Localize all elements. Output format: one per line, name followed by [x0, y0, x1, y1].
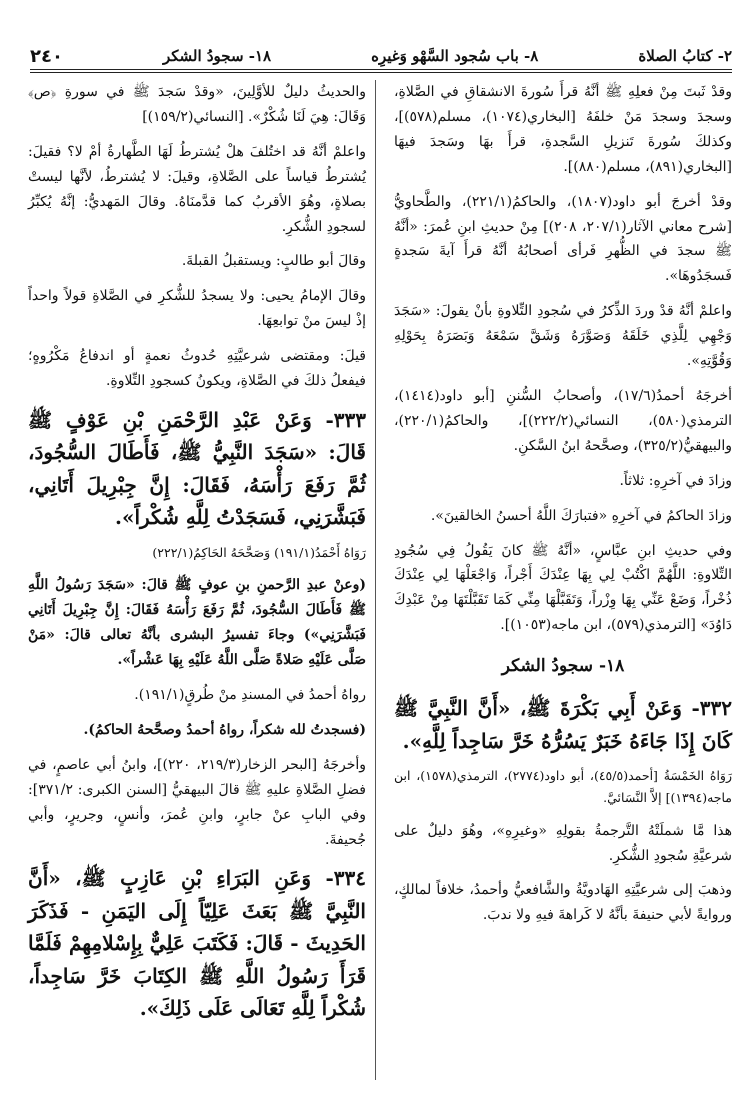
- paragraph: وزادَ الحاكمُ في آخرِهِ «فتبارَكَ اللَّهُ أحسنُ الخالقينَ».: [430, 507, 732, 524]
- paragraph: واعلمْ أنَّهُ قدْ وردَ الذِّكرُ في سُجودِ التِّلاوةِ بأنْ يقولَ: «سَجَدَ وَجْهِي لِلَّذِي خَلَقَهُ وَصَوَّرَهُ وَشَقَّ سَمْعَهُ وَبَصَرَهُ بِحَوْلِهِ وَقُوَّتِهِ».: [394, 303, 732, 370]
- paragraph: واعلمْ أنَّهُ قد اختُلفَ هلْ يُشترطُ لَهَا الطَّهارةُ أمْ لا؟ فقيلَ: يُشترطُ قياساً على الصَّلاةِ، وقيلَ: لا يُشترطُ، لأنَّها ليستْ بصلاةٍ، وهُوَ الأقربُ كما قدَّمنَاهُ. وقالَ المَهديُّ: إنَّهُ يُكبِّرُ لسجودِ الشُّكرِ.: [28, 143, 366, 235]
- header-rule: [30, 69, 732, 70]
- paragraph: وفي حديثِ ابنِ عبَّاسٍ، «أنَّهُ ﷺ كانَ يَقُولُ فِي سُجُودِ التِّلاوةِ: اللَّهُمَّ اكْتُبْ لِي بِهَا عِنْدَكَ أَجْراً، وَاجْعَلْهَا لِي عِنْدَكَ ذُخْراً، وَضَعْ عَنِّي بِهَا وِزْراً، وَتَقَبَّلْهَا مِنِّي كَمَا تَقَبَّلْتَهَا مِنْ عَبْدِكَ دَاوُدَ» [الترمذي(٥٧٩)، ابن ماجه(١٠٥٣)].: [394, 542, 732, 634]
- hadith-text: ٣٣٣- وَعَنْ عَبْدِ الرَّحْمَنِ بْنِ عَوْفٍ ﷺ قَالَ: «سَجَدَ النَّبِيُّ ﷺ، فَأَطَالَ السُّجُودَ، ثُمَّ رَفَعَ رَأْسَهُ، فَقَالَ: إِنَّ جِبْرِيلَ أَتَانِي، فَبَشَّرَنِي، فَسَجَدْتُ لِلَّهِ شُكْراً».: [28, 407, 366, 530]
- paragraph: وقدْ ثَبتَ مِنْ فعلِهِ ﷺ أنَّهُ قرأَ سُورةَ الانشقاقِ في الصَّلاةِ، وسجدَ وسجدَ مَنْ خلفَهُ [البخاري(١٠٧٤)، مسلم(٥٧٨)]، وكذلكَ سُورةَ تَنزيلِ السَّجدةِ، قرأَ بهَا وسَجدَ فيهَا [البخاري(٨٩١)، مسلم(٨٨٠)].: [394, 84, 732, 175]
- hadith-text: ٣٣٤- وَعَنِ البَرَاءِ بْنِ عَازِبٍ ﷺ، «أَنَّ النَّبِيَّ ﷺ بَعَثَ عَلِيّاً إِلَى اليَمَنِ - فَذَكَرَ الحَدِيثَ - قَالَ: فَكَتَبَ عَلِيٌّ بِإِسْلامِهِمْ فَلَمَّا قَرَأَ رَسُولُ اللَّهِ ﷺ الكِتَابَ خَرَّ سَاجِداً، شُكْراً لِلَّهِ تَعَالَى عَلَى ذَلِكَ».: [28, 866, 366, 1021]
- hadith-text: ٣٣٢- وَعَنْ أَبِي بَكْرَةَ ﷺ، «أَنَّ النَّبِيَّ ﷺ كَانَ إِذَا جَاءَهُ خَبَرٌ يَسُرُّهُ خَرَّ سَاجِداً لِلَّهِ».: [394, 696, 732, 753]
- paragraph: قيلَ: ومقتضى شرعيَّتِهِ حُدوثُ نعمةٍ أو اندفاعُ مَكْرُوهٍ؛ فيفعلُ ذلكَ في الصَّلاةِ، ويكونُ كسجودِ التِّلاوةِ.: [28, 348, 366, 390]
- subsection-title-header: ١٨- سجودُ الشكر: [162, 47, 272, 65]
- paragraph: هذا مَّا شملَتْهُ التَّرجمةُ بقولِهِ «وغيرِهِ»، وهُوَ دليلٌ على شرعيَّةِ سُجودِ الشُّكرِ.: [394, 822, 732, 864]
- paragraph: وقالَ الإمامُ يحيى: ولا يسجدُ للشُّكرِ في الصَّلاةِ قولاً واحداً إذْ ليسَ منْ توابعِهَا.: [28, 288, 366, 330]
- right-column: [394, 80, 732, 938]
- paragraph: وزادَ في آخرِهِ: ثلاثاً.: [619, 472, 732, 489]
- paragraph: والحديثُ دليلٌ للأوَّلِينَ، «وقدْ سَجدَ ﷺ في سورةِ ﴿ص﴾ وَقَالَ: هِيَ لَنَا شُكْرٌ». [النسائي(١٥٩/٢)]: [28, 84, 366, 125]
- paragraph: وذهبَ إلى شرعيَّتِهِ الهَادويَّةُ والشَّافعيُّ وأحمدُ، خلافاً لمالكٍ، وروايةً لأبي حنيفةَ بأنَّهُ لا كَراهةَ فيهِ ولا ندبَ.: [394, 882, 732, 924]
- paragraph: (فسجدتُ لله شكراً، رواهُ أحمدُ وصحَّحهُ الحاكمُ).: [83, 721, 366, 738]
- paragraph: وقالَ أبو طالبٍ: ويستقبلُ القبلةَ.: [181, 253, 366, 270]
- chapter-title: ٢- كتابُ الصلاة: [638, 47, 732, 65]
- paragraph: رواهُ أحمدُ في المسندِ منْ طُرقٍ(١٩١/١).: [134, 687, 366, 704]
- section-title-header: ٨- باب سُجود السَّهْو وَغيرِه: [371, 47, 539, 65]
- page-number: ٢٤٠: [30, 45, 63, 67]
- paragraph: وأخرجَهُ [البحر الزخار(٢١٩/٣، ٢٢٠)]، وابنُ أبي عاصمٍ، في فضلِ الصَّلاةِ عليهِ ﷺ قالَ البيهقيُّ [السنن الكبرى: ٣٧١/٢]: وفي البابِ عنْ جابرٍ، وابنِ عُمرَ، وأنسٍ، وجريرٍ، وأبي جُحيفةَ.: [28, 756, 367, 848]
- page-header: [30, 42, 732, 70]
- paragraph: أخرجَهُ أحمدُ(١٧/٦)، وأصحابُ السُّننِ [أبو داود(١٤١٤)، الترمذي(٥٨٠)، النسائي(٢٢٢/٢)]، والحاكمُ(٢٢٠/١)، والبيهقيُّ(٣٢٥/٢)، وصحَّحهُ ابنُ السَّكنِ.: [394, 387, 733, 454]
- paragraph: (وعنْ عبدِ الرَّحمنِ بنِ عوفٍ ﷺ قالَ: «سَجَدَ رَسُولُ اللَّهِ ﷺ فَأَطَالَ السُّجُودَ، ثُمَّ رَفَعَ رَأْسَهُ فَقَالَ: إِنَّ جِبْرِيلَ أَتَانِي فَبَشَّرَنِي») وجاءَ تفسيرُ البشرى بأنَّهُ تعالى قالَ: «مَنْ صَلَّى عَلَيْهِ صَلاةً صَلَّى اللَّهُ عَلَيْهِ بِهَا عَشْراً».: [28, 577, 366, 669]
- column-divider: [375, 80, 376, 1080]
- left-column: [28, 80, 366, 1032]
- section-heading: ١٨- سجودُ الشكر: [501, 656, 625, 677]
- citation: رَوَاهُ الخَمْسَةُ [أحمد(٤٥/٥)، أبو داود(٢٧٧٤)، الترمذي(١٥٧٨)، ابن ماجه(١٣٩٤)] إلاَّ النَّسَائيَّ.: [394, 767, 732, 805]
- paragraph: وقدْ أخرجَ أبو داود(١٨٠٧)، والحاكمُ(٢٢١/١)، والطَّحاويُّ [شرح معاني الآثار(٢٠٧/١، ٢٠٨)] مِنْ حديثِ ابنِ عُمرَ: «أنَّهُ ﷺ سجدَ في الظُّهرِ فَرأى أصحابُهُ أنَّهُ قرأَ آيةَ سَجدةٍ فَسجَدُوهَا».: [394, 193, 733, 285]
- citation: رَوَاهُ أَحْمَدُ(١٩١/١) وَصَحَّحَهُ الحَاكِمُ(٢٢٢/١): [152, 544, 366, 560]
- header-rule-thin: [30, 72, 732, 73]
